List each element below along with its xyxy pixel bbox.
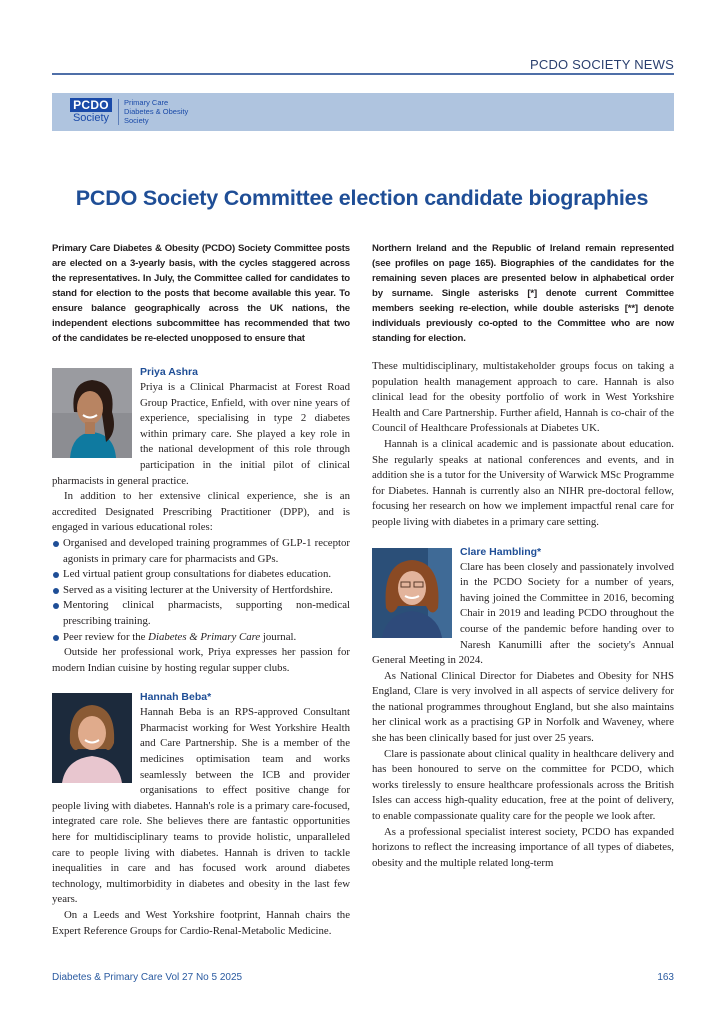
bullet-text: journal. xyxy=(260,630,297,643)
photo-clare-hambling xyxy=(372,548,452,638)
footer-journal: Diabetes & Primary Care Vol 27 No 5 2025 xyxy=(52,972,243,983)
logo-divider xyxy=(118,99,119,125)
bio-priya-ashra xyxy=(52,365,350,676)
portrait-photo-icon xyxy=(372,548,452,638)
section-label: PCDO SOCIETY NEWS xyxy=(529,57,674,72)
portrait-photo-icon xyxy=(52,368,132,458)
pcdo-logo xyxy=(68,98,188,125)
logo-mark-society: Society xyxy=(72,112,110,124)
article-title: PCDO Society Committee election candidate biographies xyxy=(75,186,649,210)
logo-text-line: Society xyxy=(124,116,149,125)
bio-paragraph: Clare is passionate about clinical quality in healthcare delivery and has been honoured to serve on the committee for PCDO, which works tirelessly to ensure healthcare professionals across the British Isles can access high-quality education, free at the point of delivery, to enable compassionate quality care for the people we look after. xyxy=(372,747,674,823)
bio-paragraph: Priya is a Clinical Pharmacist at Forest Road Group Practice, Enfield, with over nine years of experience, specialising in type 2 diabetes within primary care. She played a key role in the national development of this role through participation in the initial pilot of clinical pharmacists in general practice. xyxy=(52,381,350,487)
logo-text-line: Primary Care xyxy=(124,98,169,107)
candidate-name: Hannah Beba* xyxy=(140,691,212,704)
bio-bullet-list xyxy=(52,536,350,645)
journal-name: Diabetes & Primary Care xyxy=(148,630,261,643)
bio-clare-hambling xyxy=(372,545,674,872)
bio-bullet: Mentoring clinical pharmacists, supporting non-medical prescribing training. xyxy=(52,598,350,629)
bio-paragraph: In addition to her extensive clinical experience, she is an accredited Designated Prescribing Practitioner (DPP), and is engaged in various educational roles: xyxy=(52,490,350,534)
portrait-photo-icon xyxy=(52,693,132,783)
bio-paragraph: As a professional specialist interest society, PCDO has expanded horizons to reflect the increasing importance of all types of diabetes, obesity and the multiple related long-term xyxy=(372,825,674,869)
right-column xyxy=(372,359,674,871)
bio-bullet: Led virtual patient group consultations for diabetes education. xyxy=(52,567,350,583)
bio-bullet: Organised and developed training programmes of GLP-1 receptor agonists in primary care for pharmacists and GPs. xyxy=(52,536,350,567)
intro-right: Northern Ireland and the Republic of Ireland remain represented (see profiles on page 165). Biographies of the candidates for the remaining seven places are presented below in alphabetical order by surname. Single asterisks [*] denote current Committee members seeking re-election, while double asterisks [**] denote individuals previously co-opted to the Committee who are now standing for election. xyxy=(372,243,674,344)
bio-paragraph: Hannah is a clinical academic and is passionate about education. She regularly speaks at national conferences and events, and in addition she is a tutor for the University of Warwick MSc Programme for Diabetes. Hannah is currently also an NIHR pre-doctoral fellow, focusing her research on how we implement impactful renal care for people living with diabetes in a primary care setting. xyxy=(372,437,674,528)
photo-priya-ashra xyxy=(52,368,132,458)
intro-left: Primary Care Diabetes & Obesity (PCDO) Society Committee posts are elected on a 3-yearly basis, with the cycles staggered across the representatives. In July, the Committee called for candidates to stand for election to the posts that become available this year. To ensure balance geographically across the UK nations, the independent elections subcommittee has recommended that two of the candidates be re-elected unopposed to ensure that xyxy=(52,243,350,344)
bio-hannah-beba xyxy=(52,690,350,939)
society-banner xyxy=(52,93,674,131)
candidate-name: Priya Ashra xyxy=(140,366,198,378)
logo-mark xyxy=(68,98,114,125)
logo-text xyxy=(124,98,188,125)
page-number: 163 xyxy=(657,972,674,983)
bio-paragraph: On a Leeds and West Yorkshire footprint, Hannah chairs the Expert Reference Groups for Cardio-Renal-Metabolic Medicine. xyxy=(52,909,350,937)
header-rule xyxy=(52,73,674,75)
photo-hannah-beba xyxy=(52,693,132,783)
left-column xyxy=(52,365,350,939)
bio-paragraph: Hannah Beba is an RPS-approved Consultant Pharmacist working for West Yorkshire Health and Care Partnership. She is a member of the medicines optimisation team and works seamlessly between the ICB and provider organisations to effect positive change for people living with diabetes. Hannah's role is a primary care-focused, integrated care role. She believes there are fantastic opportunities here for multidisciplinary teams to provide holistic, unparalleled care to people living with diabetes. Hannah is driven to tackle inequalities in care and has focused work around diabetes technology, multimorbidity in diabetes and obesity in the last few years. xyxy=(52,706,350,906)
bio-paragraph: Clare has been closely and passionately involved in the PCDO Society for a number of years, having joined the Committee in 2016, becoming Chair in 2019 and leading PCDO throughout the course of the pandemic before handing over to Naresh Kanumilli after the society's Annual General Meeting in 2024. xyxy=(372,560,674,667)
candidate-name: Clare Hambling* xyxy=(460,545,542,558)
bio-paragraph: As National Clinical Director for Diabetes and Obesity for NHS England, Clare is very involved in all aspects of service delivery for the national programmes throughout England, but she also maintains her clinical work as a practising GP in Norfolk and Waveney, where she has been clinically based for just over 25 years. xyxy=(372,669,674,745)
logo-text-line: Diabetes & Obesity xyxy=(124,107,189,116)
bullet-text: Peer review for the xyxy=(63,630,149,643)
bio-paragraph: These multidisciplinary, multistakeholder groups focus on taking a population health management approach to care. Hannah is also clinical lead for the obesity portfolio of work in West Yorkshire Health and Care Partnership. Further afield, Hannah is co-chair of the Council of Healthcare Professionals at Diabetes UK. xyxy=(372,360,674,435)
bio-bullet: Served as a visiting lecturer at the University of Hertfordshire. xyxy=(52,583,350,599)
bio-paragraph: Outside her professional work, Priya expresses her passion for modern Indian cuisine by hosting regular supper clubs. xyxy=(52,646,350,674)
logo-mark-pcdo: PCDO xyxy=(70,98,112,112)
bio-bullet xyxy=(52,630,350,646)
